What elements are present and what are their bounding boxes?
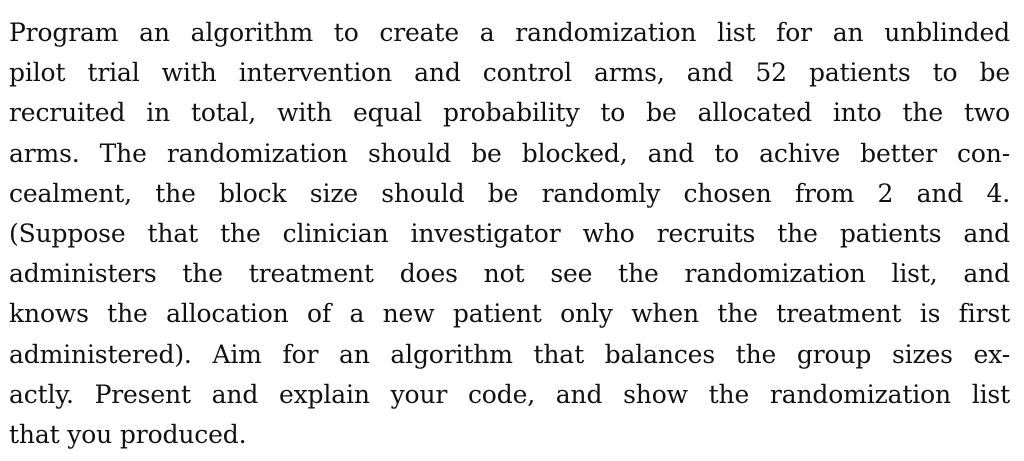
problem-paragraph <box>9 13 1010 455</box>
text-line-1: Program an algorithm to create a randomization list for an unblinded <box>9 18 1010 47</box>
text-line-8: knows the allocation of a new patient only when the treatment is first <box>9 299 1010 329</box>
text-line-5: cealment, the block size should be randomly chosen from 2 and 4. <box>9 178 1010 208</box>
text-line-11: that you produced. <box>9 419 247 449</box>
text-line-6: (Suppose that the clinician investigator who recruits the patients and <box>9 218 1010 248</box>
text-line-9: administered). Aim for an algorithm that balances the group sizes ex- <box>9 339 1010 369</box>
text-line-2: pilot trial with intervention and control arms, and 52 patients to be <box>9 58 1010 88</box>
text-line-10: actly. Present and explain your code, and show the randomization list <box>9 379 1010 409</box>
text-line-4: arms. The randomization should be blocked, and to achive better con- <box>9 138 1010 168</box>
text-line-3: recruited in total, with equal probability to be allocated into the two <box>9 98 1010 128</box>
text-line-7: administers the treatment does not see the randomization list, and <box>9 259 1010 289</box>
